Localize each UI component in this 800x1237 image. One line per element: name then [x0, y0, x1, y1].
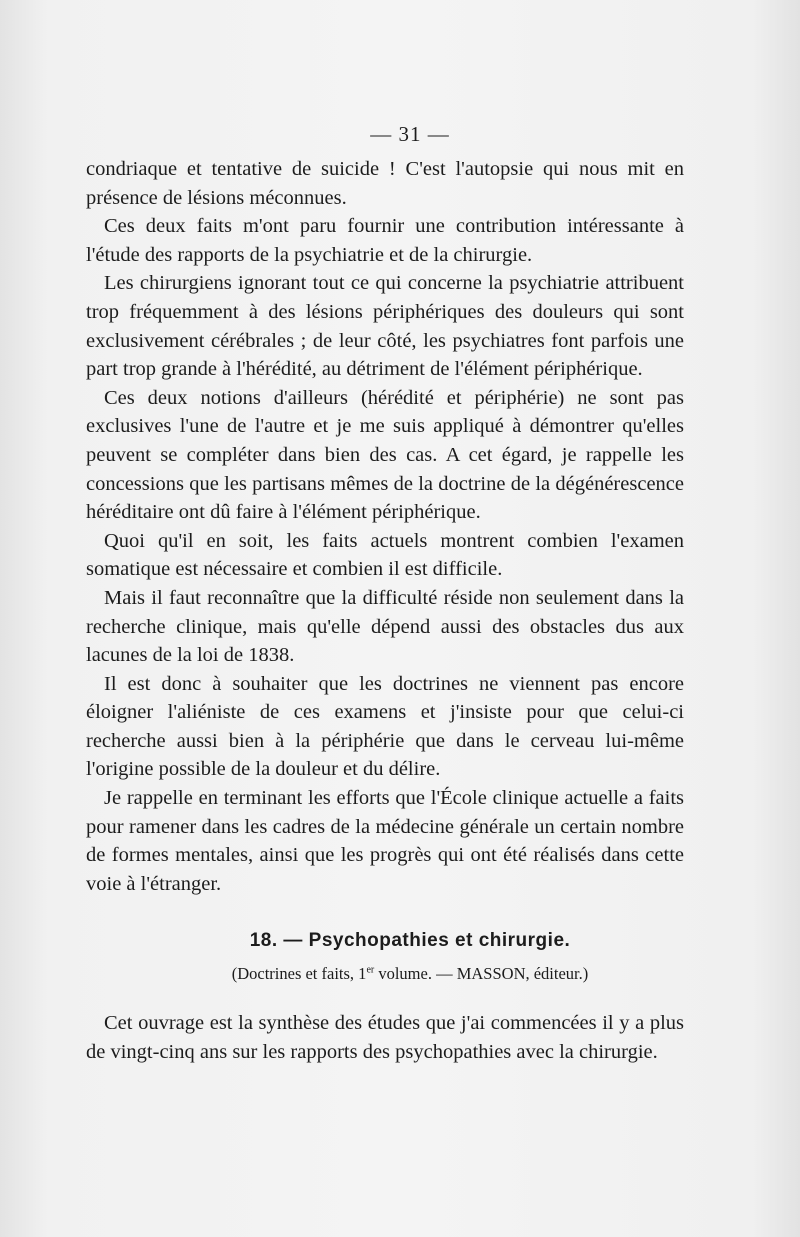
section-subtitle-part-2: volume. — MASSON, éditeur.)	[374, 964, 589, 983]
closing-text	[86, 1009, 684, 1066]
paragraph-1: condriaque et tentative de suicide ! C'est l'autopsie qui nous mit en présence de lésions méconnues.	[86, 158, 684, 209]
page-number: — 31 —	[370, 122, 450, 146]
section-subtitle-superscript: er	[366, 964, 375, 976]
section-heading: 18. — Psychopathies et chirurgie.	[249, 930, 571, 951]
body-text	[86, 155, 684, 898]
paragraph-8: Je rappelle en terminant les efforts que l'École clinique actuelle a faits pour ramener dans les cadres de la médecine générale un certain nombre de formes mentales, ainsi que les progrès qui ont été réalisés dans cette voie à l'étranger.	[86, 787, 684, 895]
paragraph-4: Ces deux notions d'ailleurs (hérédité et périphérie) ne sont pas exclusives l'une de l'autre et je me suis appliqué à démontrer qu'elles peuvent se compléter dans bien des cas. A cet égard, je rappelle les concessions que les partisans mêmes de la doctrine de la dégénérescence héréditaire ont dû faire à l'élément périphérique.	[86, 386, 684, 524]
paragraph-3: Les chirurgiens ignorant tout ce qui concerne la psychiatrie attribuent trop fréquemment à des lésions périphériques des douleurs qui sont exclusivement cérébrales ; de leur côté, les psychiatres font parfois une part trop grande à l'hérédité, au détriment de l'élément périphérique.	[86, 272, 684, 381]
paragraph-7: Il est donc à souhaiter que les doctrines ne viennent pas encore éloigner l'aliéniste de ces examens et j'insiste pour que celui-ci recherche aussi bien à la périphérie que dans le cerveau lui-même l'origine possible de la douleur et du délire.	[86, 672, 684, 781]
section-subtitle	[0, 964, 800, 984]
closing-paragraph: Cet ouvrage est la synthèse des études que j'ai commencées il y a plus de vingt-cinq ans sur les rapports des psychopathies avec la chirurgie.	[86, 1012, 684, 1063]
paragraph-2: Ces deux faits m'ont paru fournir une contribution intéressante à l'étude des rapports de la psychiatrie et de la chirurgie.	[86, 215, 684, 266]
paragraph-5: Quoi qu'il en soit, les faits actuels montrent combien l'examen somatique est nécessaire et combien il est difficile.	[86, 529, 684, 581]
paragraph-6: Mais il faut reconnaître que la difficulté réside non seulement dans la recherche clinique, mais qu'elle dépend aussi des obstacles dus aux lacunes de la loi de 1838.	[86, 586, 684, 667]
section-subtitle-part-1: (Doctrines et faits, 1	[231, 964, 367, 983]
